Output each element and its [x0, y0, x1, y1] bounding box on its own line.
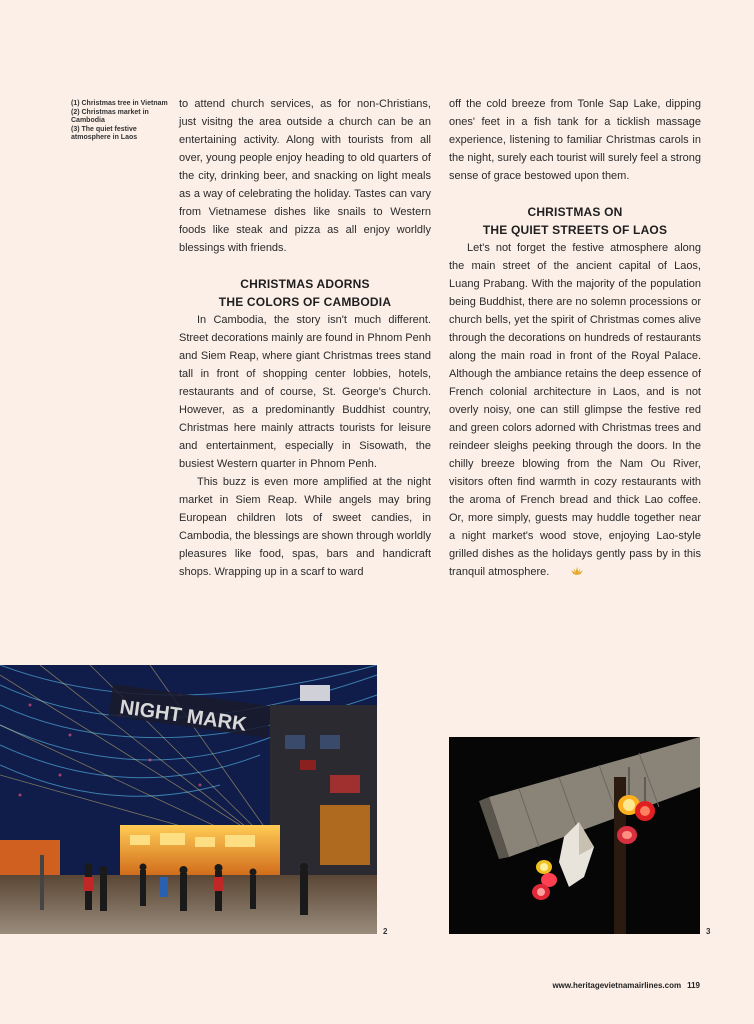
paragraph: off the cold breeze from Tonle Sap Lake, dipping ones' feet in a fish tank for a ticklish massage experience, listening to familiar Christmas carols in the night, surely each tourist will surely feel a strong sense of grace bestowed upon them.: [449, 98, 701, 182]
photo-number: 2: [383, 927, 388, 936]
paragraph-text: Let's not forget the festive atmosphere along the main street of the ancient capital of Laos, Luang Prabang. With the majority of the population being Buddhist, there are no solemn processions or church bells, yet the spirit of Christmas comes alive through the decorations on hundreds of restaurants along the main road in front of the Royal Palace. Although the ambiance retains the deep essence of French colonial architecture in Laos, and is not overly noisy, one can still glimpse the festive red and green colors adorned with Christmas trees and reindeer sleighs peeking through the doors. In the chilly breeze blowing from the Nam Ou River, visitors often find warmth in cozy restaurants with the aroma of French bread and thick Lao coffee. Or, more simply, guests may huddle together near a night market's wood stove, enjoying Lao-style grilled dishes as the holidays gently pass by in this tranquil atmosphere.: [449, 242, 701, 578]
article-column-right: [449, 95, 701, 581]
photo-number: 3: [706, 927, 711, 936]
lanterns-illustration: [449, 737, 700, 934]
section-heading-laos: [449, 203, 701, 239]
night-market-photo: [0, 665, 377, 934]
heading-line: THE COLORS OF CAMBODIA: [218, 295, 392, 309]
photo-captions: [71, 100, 171, 143]
night-market-sign: NIGHT MARK: [118, 696, 248, 736]
lotus-icon: [552, 564, 566, 574]
paragraph: In Cambodia, the story isn't much different. Street decorations mainly are found in Phnom Penh and Siem Reap, where giant Christmas trees stand tall in front of shopping center lobbies, hotels, restaurants and of course, St. George's Church. However, as a predominantly Buddhist country, Christmas here mainly attracts tourists for leisure and entertainment, especially in Sisowath, the busiest Western quarter in Phnom Penh.: [179, 314, 431, 470]
caption-3: (3) The quiet festive atmosphere in Laos: [71, 125, 138, 141]
heading-line: THE QUIET STREETS OF LAOS: [482, 223, 668, 237]
heading-line: CHRISTMAS ADORNS: [240, 277, 370, 291]
page-footer: [552, 981, 700, 990]
caption-1: (1) Christmas tree in Vietnam: [71, 100, 168, 107]
website-url: www.heritagevietnamairlines.com: [552, 981, 682, 990]
section-heading-cambodia: [179, 275, 431, 311]
caption-2: (2) Christmas market in Cambodia: [71, 108, 149, 124]
night-market-illustration: [0, 665, 377, 934]
paragraph: to attend church services, as for non-Christians, just visitng the area outside a church can be an entertaining activity. Along with tourists from all over, young people enjoy heading to old quarters of the city, drinking beer, and snacking on light meals as a way of celebrating the holiday. Tastes can vary from Vietnamese dishes like snails to Western foods like steak and pizza as all enjoy worldly blessings with friends.: [179, 98, 431, 254]
paragraph: This buzz is even more amplified at the night market in Siem Reap. While angels may bring European children lots of sweet candies, in Cambodia, the blessings are shown through worldly pleasures like food, spas, bars and handicraft shops. Wrapping up in a scarf to ward: [179, 476, 431, 578]
page-number: 119: [687, 981, 700, 990]
heading-line: CHRISTMAS ON: [527, 205, 623, 219]
paragraph: [449, 239, 701, 581]
article-column-left: [179, 95, 431, 581]
lanterns-photo: [449, 737, 700, 934]
